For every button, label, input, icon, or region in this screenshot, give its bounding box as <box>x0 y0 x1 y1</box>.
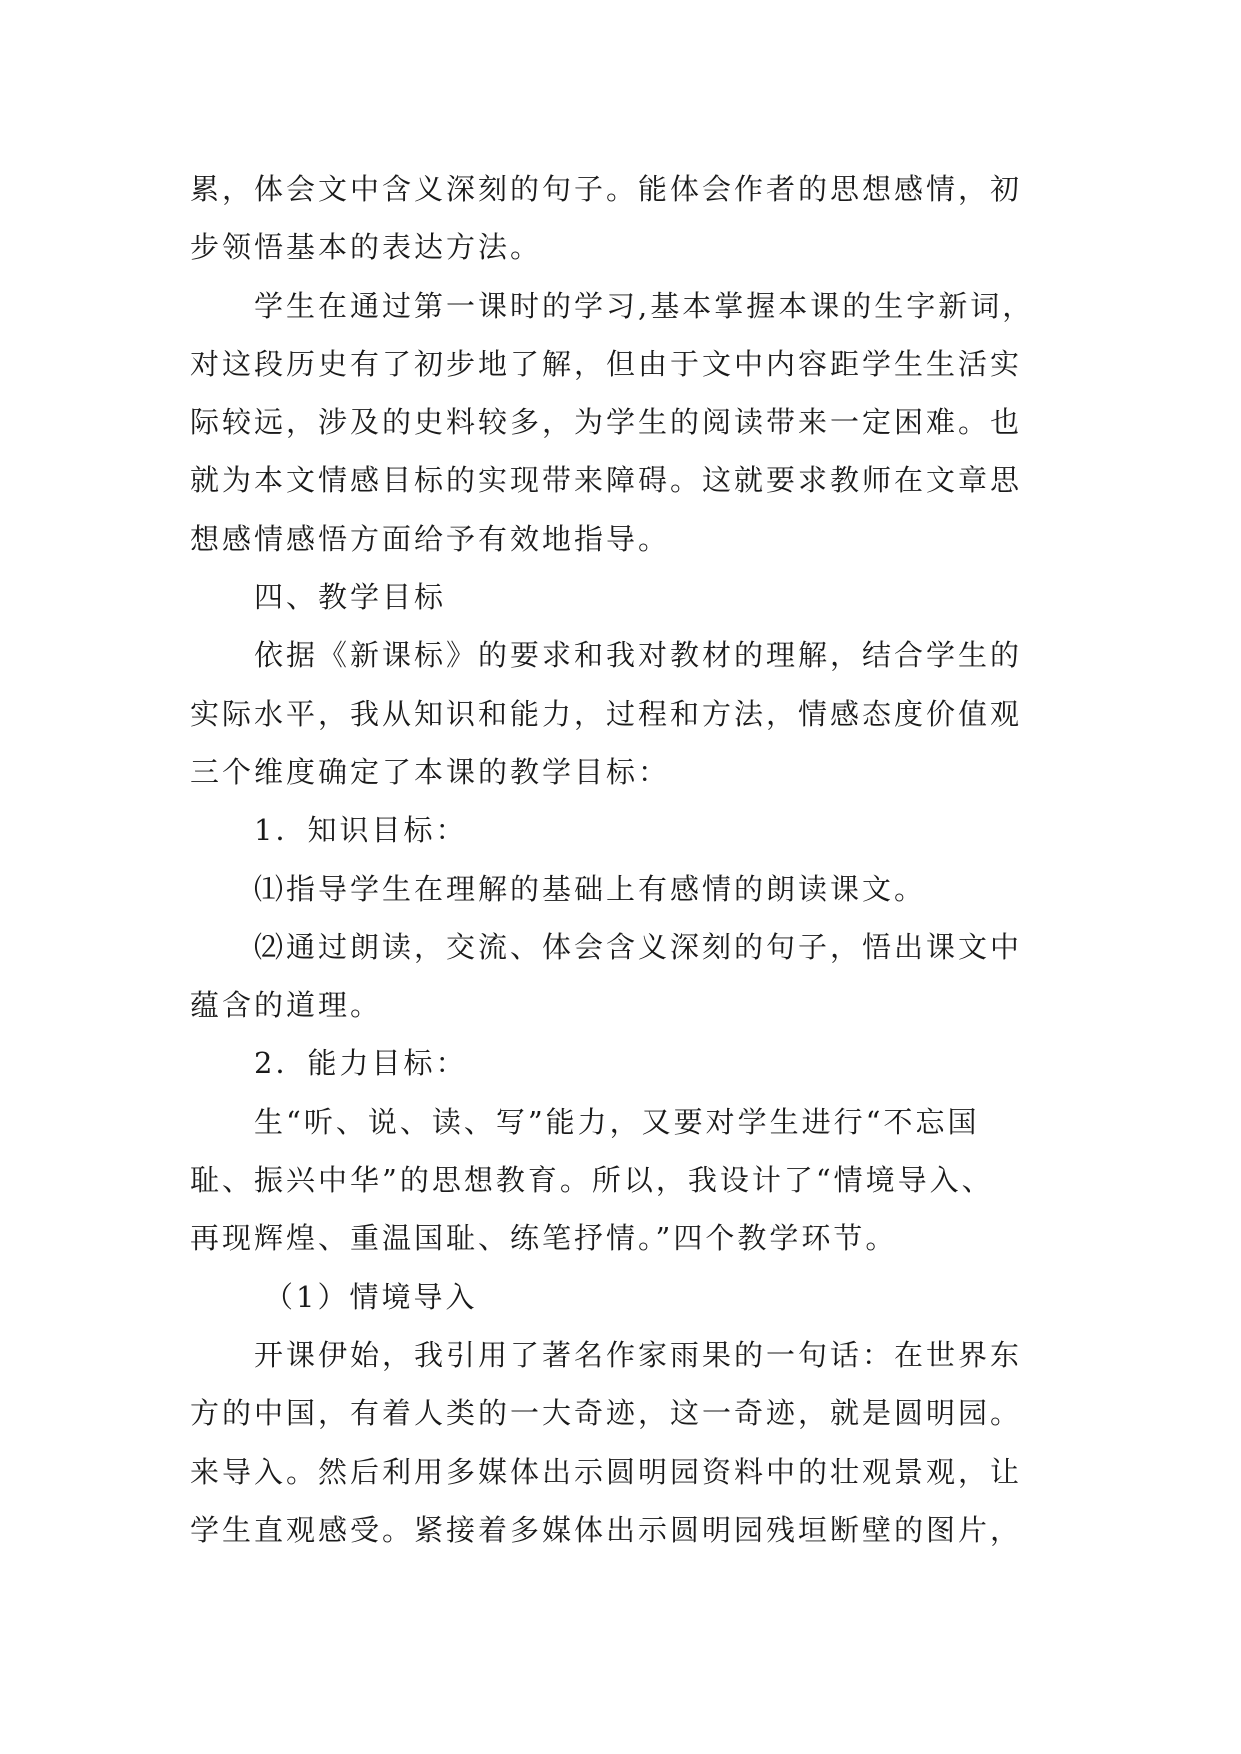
text-line: 三个维度确定了本课的教学目标： <box>190 754 671 789</box>
text-line: 方的中国，有着人类的一大奇迹，这一奇迹，就是圆明园。 <box>190 1396 1023 1431</box>
text-line: 蕴含的道理。 <box>190 988 383 1023</box>
text-line: 耻、振兴中华”的思想教育。所以，我设计了“情境导入、 <box>190 1163 994 1198</box>
text-line: 际较远，涉及的史料较多，为学生的阅读带来一定困难。也 <box>190 405 1023 440</box>
list-item: ⑵通过朗读，交流、体会含义深刻的句子，悟出课文中 <box>254 929 1023 964</box>
paragraph-start: 依据《新课标》的要求和我对教材的理解，结合学生的 <box>254 638 1023 673</box>
subsection-heading: （1）情境导入 <box>264 1279 478 1314</box>
paragraph-start: 生“听、说、读、写”能力，又要对学生进行“不忘国 <box>254 1104 980 1139</box>
text-line: 对这段历史有了初步地了解，但由于文中内容距学生生活实 <box>190 346 1023 381</box>
text-line: 来导入。然后利用多媒体出示圆明园资料中的壮观景观，让 <box>190 1454 1023 1489</box>
list-item: ⑴指导学生在理解的基础上有感情的朗读课文。 <box>254 871 927 906</box>
text-line: 就为本文情感目标的实现带来障碍。这就要求教师在文章思 <box>190 463 1023 498</box>
subsection-heading: 2．能力目标： <box>254 1046 468 1081</box>
text-line: 步领悟基本的表达方法。 <box>190 230 543 265</box>
section-heading: 四、教学目标 <box>254 580 447 615</box>
document-page <box>190 160 1070 1559</box>
text-line: 累，体会文中含义深刻的句子。能体会作者的思想感情，初 <box>190 172 1023 206</box>
paragraph-start: 学生在通过第一课时的学习,基本掌握本课的生字新词， <box>254 288 1035 323</box>
paragraph-start: 开课伊始，我引用了著名作家雨果的一句话：在世界东 <box>254 1337 1023 1372</box>
text-line: 再现辉煌、重温国耻、练笔抒情。”四个教学环节。 <box>190 1221 898 1256</box>
text-line: 想感情感悟方面给予有效地指导。 <box>190 521 671 556</box>
text-line: 学生直观感受。紧接着多媒体出示圆明园残垣断壁的图片， <box>190 1512 1023 1547</box>
text-line: 实际水平，我从知识和能力，过程和方法，情感态度价值观 <box>190 696 1023 731</box>
subsection-heading: 1．知识目标： <box>254 813 468 848</box>
